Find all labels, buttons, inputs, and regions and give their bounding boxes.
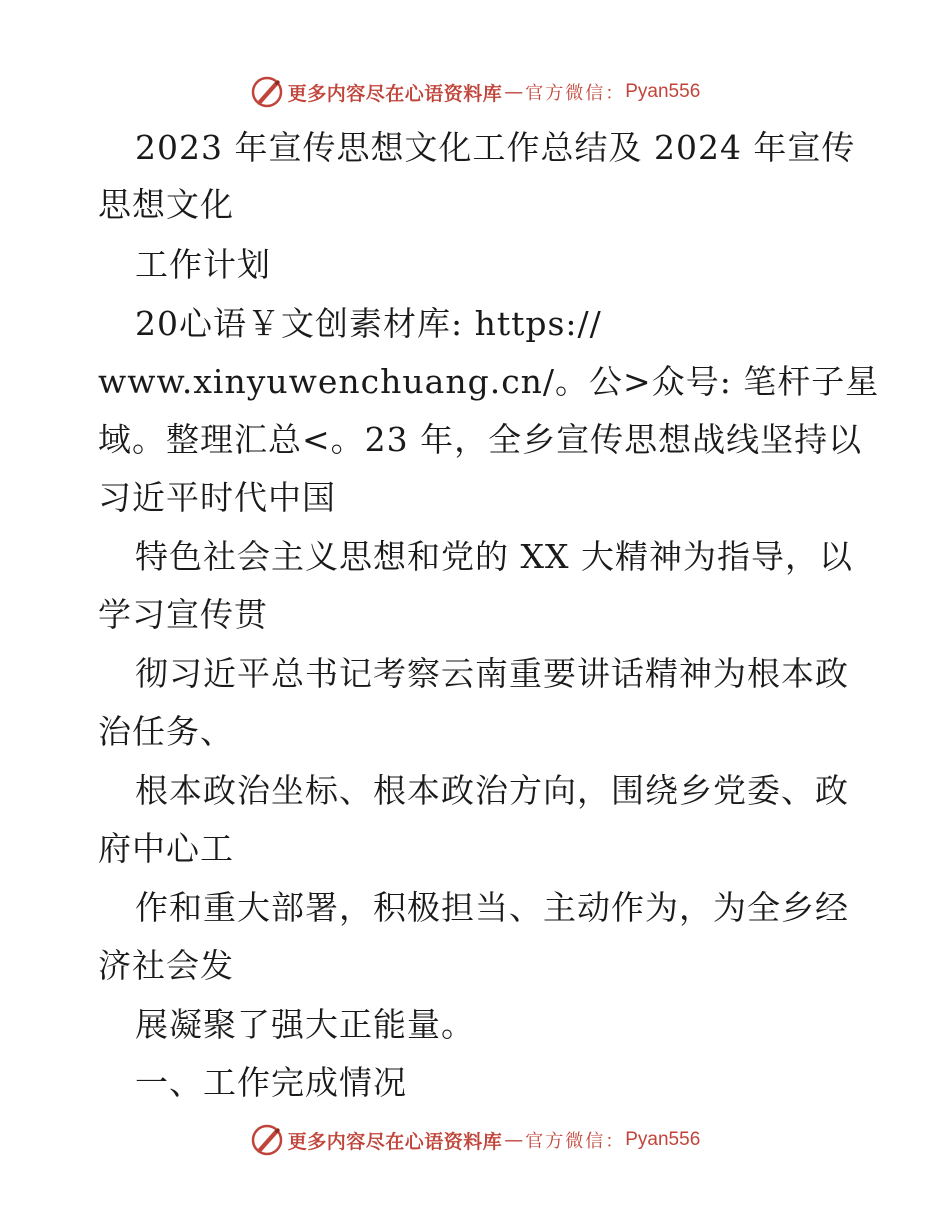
doc-line: 彻习近平总书记考察云南重要讲话精神为根本政 [135,654,849,693]
banner-slogan: 更多内容尽在心语资料库 [287,1130,503,1153]
footer-banner [0,1120,950,1160]
doc-line: 府中心工 [98,829,234,868]
pen-logo-icon [250,1123,284,1157]
doc-line: 根本政治坐标、根本政治方向，围绕乡党委、政 [135,771,849,810]
banner-wechat-id: Pyan556 [625,81,701,102]
banner-wechat-label: 官方微信： [525,1131,626,1152]
doc-line: www.xinyuwenchuang.cn/。公>众号: 笔杆子星 [98,362,880,401]
banner-wechat-label: 官方微信： [525,83,626,104]
doc-line: 展凝聚了强大正能量。 [135,1005,475,1044]
banner-slogan: 更多内容尽在心语资料库 [287,82,503,105]
doc-line: 济社会发 [98,946,234,985]
doc-line: 特色社会主义思想和党的 XX 大精神为指导，以 [135,537,853,576]
doc-line: 工作计划 [135,245,271,284]
header-banner [0,72,950,112]
doc-line: 20心语￥文创素材库: https:// [135,304,602,343]
pen-logo-icon [250,75,284,109]
doc-line: 域。整理汇总<。23 年，全乡宣传思想战线坚持以 [98,420,863,459]
doc-line: 习近平时代中国 [98,478,336,517]
banner-separator: — [504,81,524,103]
doc-line: 2023 年宣传思想文化工作总结及 2024 年宣传 [135,128,856,167]
doc-line: 思想文化 [98,185,234,224]
banner-wechat-id: Pyan556 [625,1129,701,1150]
doc-line: 治任务、 [98,712,234,751]
doc-line: 作和重大部署，积极担当、主动作为，为全乡经 [135,888,849,927]
banner-separator: — [504,1129,524,1151]
section-heading: 一、工作完成情况 [135,1063,407,1102]
doc-line: 学习宣传贯 [98,595,268,634]
